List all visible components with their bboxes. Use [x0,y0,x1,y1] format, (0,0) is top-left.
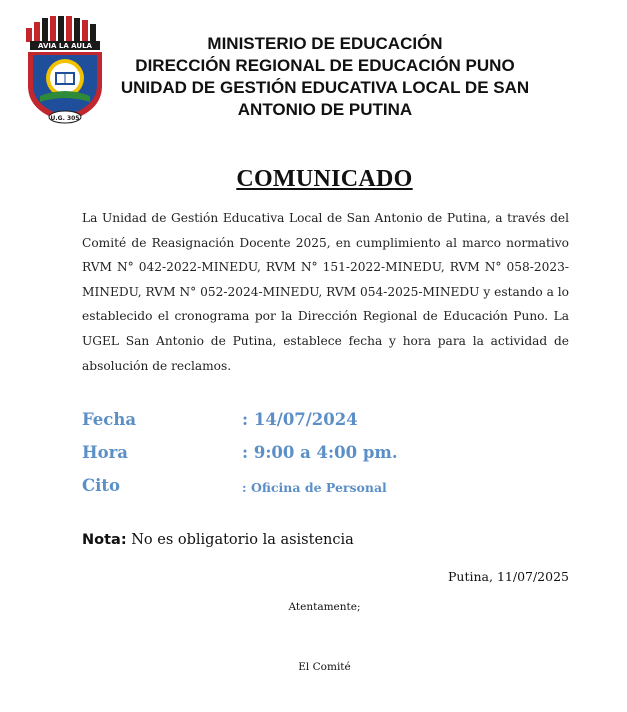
note [82,532,354,548]
closing-text: Atentamente; [288,601,361,613]
ugel-logo [22,14,108,126]
header-line-3: UNIDAD DE GESTIÓN EDUCATIVA LOCAL DE SAN [120,78,530,97]
header-line-2: DIRECCIÓN REGIONAL DE EDUCACIÓN PUNO [135,56,515,75]
signature: El Comité [298,661,351,673]
logo-banner-text: AVIA LA AULA [38,42,92,50]
body-paragraph: La Unidad de Gestión Educativa Local de San Antonio de Putina, a través del Comité de Reasignación Docente 2025, en cumplimiento al marco normativo RVM N° 042-2022-MINEDU, RVM N° 151-2022-MINEDU, RVM N° 058-2023-MINEDU, RVM N° 052-2024-MINEDU, RVM 054-2025-MINEDU y estando a lo establecido el cronograma por la Dirección Regional de Educación Puno. La UGEL San Antonio de Putina, establece fecha y hora para la actividad de absolución de reclamos. [82,211,569,373]
document-header [112,33,538,121]
logo-bottom-text: U.G. 305 [50,115,80,122]
header-line-1: MINISTERIO DE EDUCACIÓN [207,34,443,53]
header-line-4: ANTONIO DE PUTINA [237,100,413,119]
place-date: Putina, 11/07/2025 [448,569,569,584]
cito-value: : Oficina de Personal [242,480,387,495]
hora-value: : 9:00 a 4:00 pm. [242,443,398,462]
document-title: COMUNICADO [236,166,413,192]
hora-label: Hora [82,443,128,462]
note-text: No es obligatorio la asistencia [126,532,354,548]
fecha-value: : 14/07/2024 [242,410,358,429]
fecha-label: Fecha [82,410,137,429]
cito-label: Cito [82,476,121,495]
note-label: Nota: [82,532,127,548]
